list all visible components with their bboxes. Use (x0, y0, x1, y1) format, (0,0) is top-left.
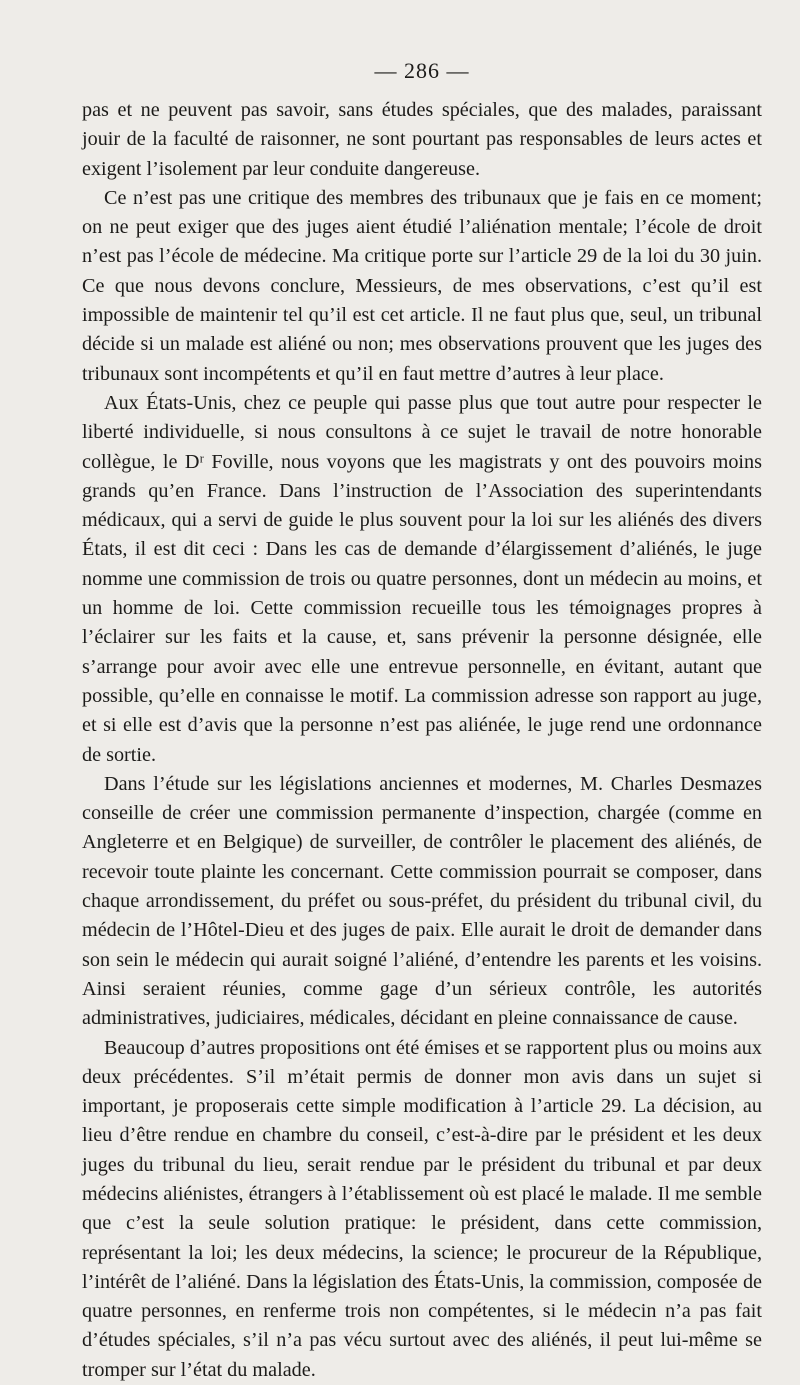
paragraph-5: Beaucoup d’autres propositions ont été émises et se rapportent plus ou moins aux deux précédentes. S’il m’était permis de donner mon avis dans un sujet si important, je proposerais cette simple modification à l’article 29. La décision, au lieu d’être rendue en chambre du conseil, c’est-à-dire par le président et les deux juges du tribunal du lieu, serait rendue par le président du tribunal et par deux médecins aliénistes, étrangers à l’établissement où est placé le malade. Il me semble que c’est la seule solution pratique: le président, dans cette commission, représentant la loi; les deux médecins, la science; le procureur de la République, l’intérêt de l’aliéné. Dans la législation des États-Unis, la commission, composée de quatre personnes, en renferme trois non compétentes, si le médecin n’a pas fait d’études spéciales, s’il n’a pas vécu surtout avec des aliénés, il peut lui-même se tromper sur l’état du malade. (82, 1034, 762, 1385)
paragraph-4: Dans l’étude sur les législations anciennes et modernes, M. Charles Desmazes conseille de créer une commission permanente d’inspection, chargée (comme en Angleterre et en Belgique) de surveiller, de contrôler le placement des aliénés, de recevoir toute plainte les concernant. Cette commission pourrait se composer, dans chaque arrondissement, du préfet ou sous-préfet, du président du tribunal civil, du médecin de l’Hôtel-Dieu et des juges de paix. Elle aurait le droit de demander dans son sein le médecin qui aurait soigné l’aliéné, d’entendre les parents et les voisins. Ainsi seraient réunies, comme gage d’un sérieux contrôle, les autorités administratives, judiciaires, médicales, décidant en pleine connaissance de cause. (82, 770, 762, 1034)
paragraph-3: Aux États-Unis, chez ce peuple qui passe plus que tout autre pour respecter le liberté individuelle, si nous consultons à ce sujet le travail de notre honorable collègue, le Dʳ Foville, nous voyons que les magistrats y ont des pouvoirs moins grands qu’en France. Dans l’instruction de l’Association des superintendants médicaux, qui a servi de guide le plus souvent pour la loi sur les aliénés des divers États, il est dit ceci : Dans les cas de demande d’élargissement d’aliénés, le juge nomme une commission de trois ou quatre personnes, dont un médecin au moins, et un homme de loi. Cette commission recueille tous les témoignages propres à l’éclairer sur les faits et la cause, et, sans prévenir la personne désignée, elle s’arrange pour avoir avec elle une entrevue personnelle, en évitant, autant que possible, qu’elle en connaisse le motif. La commission adresse son rapport au juge, et si elle est d’avis que la personne n’est pas aliénée, le juge rend une ordonnance de sortie. (82, 389, 762, 770)
paragraph-2: Ce n’est pas une critique des membres des tribunaux que je fais en ce moment; on ne peut exiger que des juges aient étudié l’aliénation mentale; l’école de droit n’est pas l’école de médecine. Ma critique porte sur l’article 29 de la loi du 30 juin. Ce que nous devons conclure, Messieurs, de mes observations, c’est qu’il est impossible de maintenir tel qu’il est cet article. Il ne faut plus que, seul, un tribunal décide si un malade est aliéné ou non; mes observations prouvent que les juges des tribunaux sont incompétents et qu’il en faut mettre d’autres à leur place. (82, 184, 762, 389)
body-text (82, 96, 762, 1385)
paragraph-1: pas et ne peuvent pas savoir, sans études spéciales, que des malades, paraissant jouir de la faculté de raisonner, ne sont pourtant pas responsables de leurs actes et exigent l’isolement par leur conduite dangereuse. (82, 96, 762, 184)
page-number: — 286 — (82, 58, 762, 84)
